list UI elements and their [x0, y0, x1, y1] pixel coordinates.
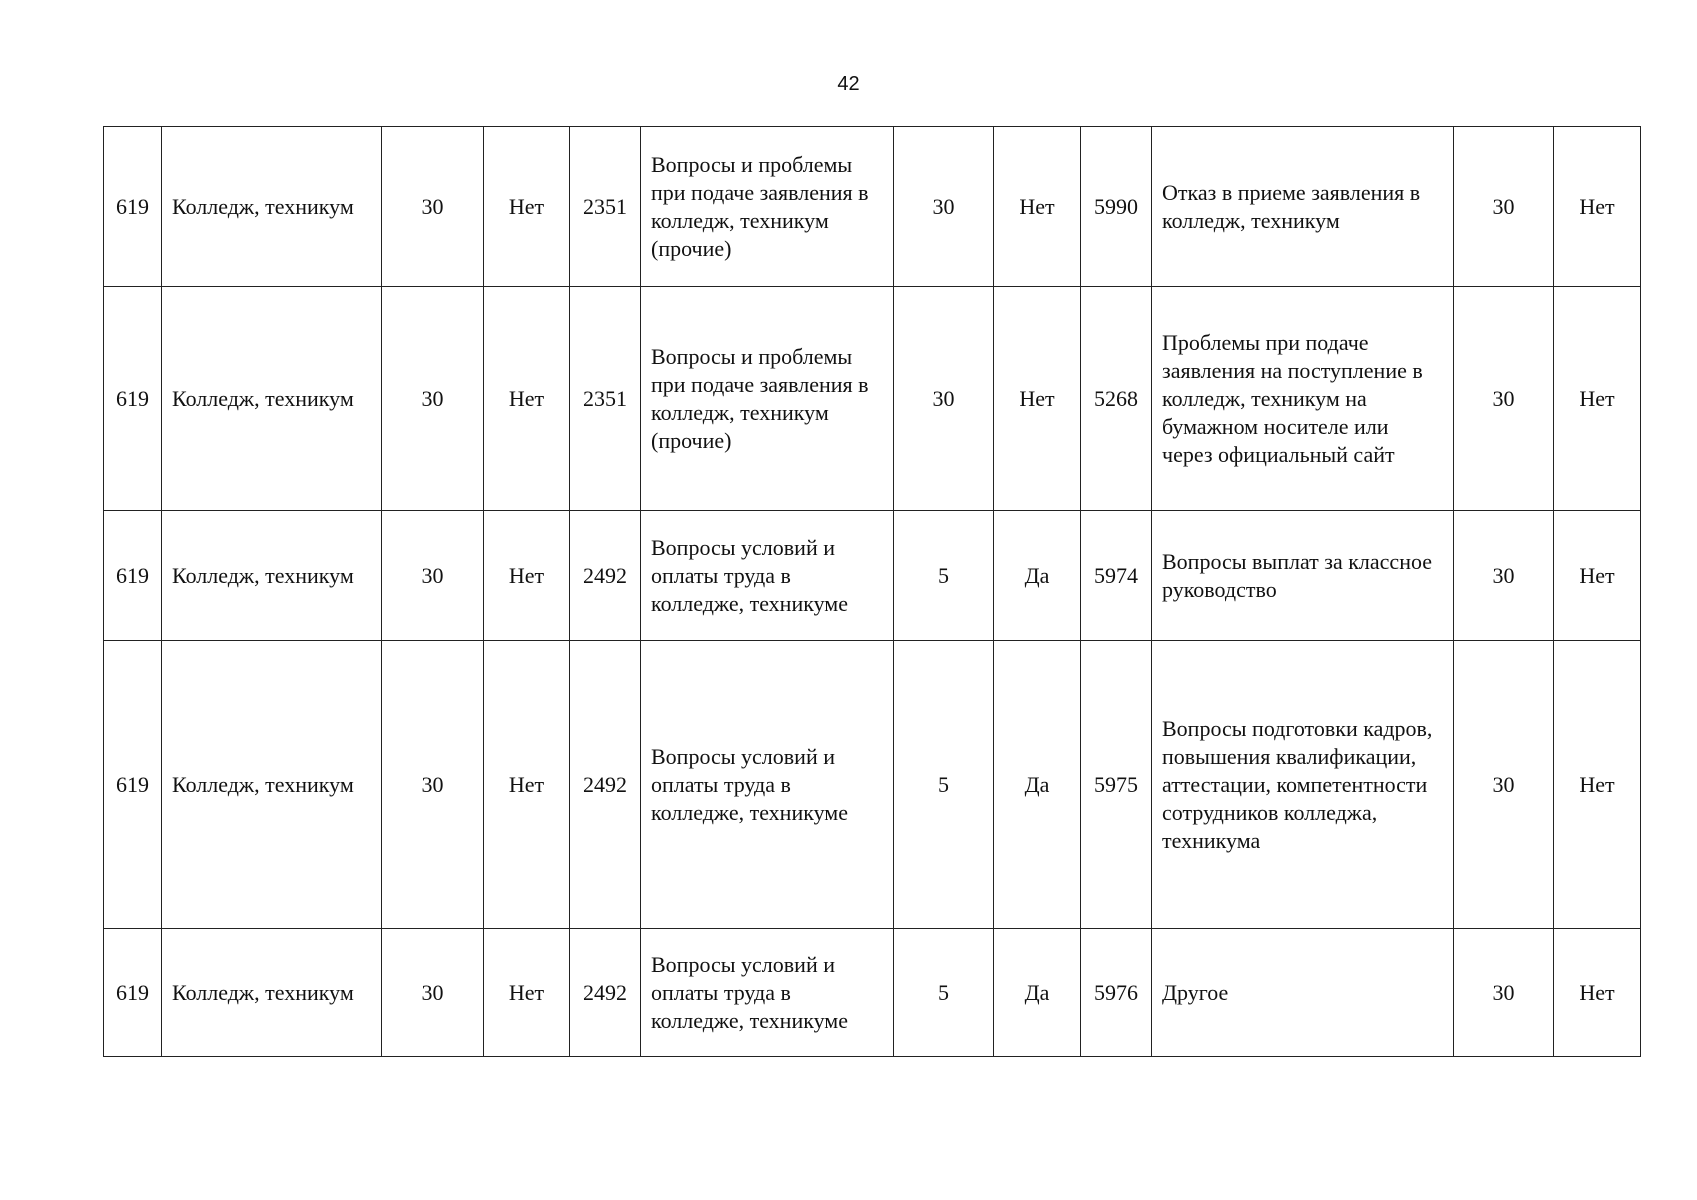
table-cell-org-flag: Нет [484, 641, 570, 929]
table-cell-subtopic-name: Другое [1152, 929, 1454, 1057]
classifier-table [103, 126, 1641, 1057]
table-cell-subtopic-term: 30 [1454, 511, 1554, 641]
table-cell-org-term: 30 [382, 127, 484, 287]
page-number: 42 [837, 73, 860, 95]
table-cell-topic-code: 2351 [570, 127, 641, 287]
table-cell-topic-name: Вопросы и проблемы при подаче заявления в колледж, техникум (прочие) [641, 287, 894, 511]
table-cell-subtopic-name: Проблемы при подаче заявления на поступление в колледж, техникум на бумажном носителе или через официальный сайт [1152, 287, 1454, 511]
table-cell-org-name: Колледж, техникум [162, 929, 382, 1057]
table-cell-topic-flag: Да [994, 929, 1081, 1057]
table-cell-topic-code: 2492 [570, 511, 641, 641]
table-cell-topic-term: 5 [894, 511, 994, 641]
table-cell-org-flag: Нет [484, 287, 570, 511]
table-cell-subtopic-code: 5268 [1081, 287, 1152, 511]
table-cell-topic-name: Вопросы условий и оплаты труда в колледже, техникуме [641, 929, 894, 1057]
table-cell-topic-code: 2351 [570, 287, 641, 511]
table-cell-topic-term: 5 [894, 641, 994, 929]
table-row [104, 287, 1641, 511]
table-cell-topic-flag: Нет [994, 127, 1081, 287]
table-cell-org-name: Колледж, техникум [162, 641, 382, 929]
table-cell-topic-term: 5 [894, 929, 994, 1057]
table-row [104, 641, 1641, 929]
table-cell-subtopic-flag: Нет [1554, 929, 1641, 1057]
table-cell-org-code: 619 [104, 287, 162, 511]
table-cell-org-name: Колледж, техникум [162, 127, 382, 287]
table-row [104, 929, 1641, 1057]
table-cell-subtopic-name: Вопросы выплат за классное руководство [1152, 511, 1454, 641]
table-cell-org-term: 30 [382, 511, 484, 641]
table-cell-topic-term: 30 [894, 287, 994, 511]
table-cell-org-flag: Нет [484, 929, 570, 1057]
table-cell-org-term: 30 [382, 641, 484, 929]
table-cell-topic-term: 30 [894, 127, 994, 287]
table-cell-subtopic-name: Вопросы подготовки кадров, повышения квалификации, аттестации, компетентности сотрудников колледжа, техникума [1152, 641, 1454, 929]
table-cell-subtopic-term: 30 [1454, 641, 1554, 929]
table-cell-org-term: 30 [382, 287, 484, 511]
table-row [104, 511, 1641, 641]
table-cell-subtopic-code: 5975 [1081, 641, 1152, 929]
table-cell-org-flag: Нет [484, 511, 570, 641]
table-cell-topic-flag: Да [994, 511, 1081, 641]
table-cell-org-code: 619 [104, 929, 162, 1057]
table-cell-subtopic-name: Отказ в приеме заявления в колледж, техникум [1152, 127, 1454, 287]
table-cell-topic-name: Вопросы условий и оплаты труда в колледже, техникуме [641, 641, 894, 929]
table-cell-subtopic-flag: Нет [1554, 127, 1641, 287]
table-cell-subtopic-code: 5990 [1081, 127, 1152, 287]
table-cell-topic-code: 2492 [570, 929, 641, 1057]
table-cell-subtopic-flag: Нет [1554, 641, 1641, 929]
table-cell-org-flag: Нет [484, 127, 570, 287]
table-cell-subtopic-flag: Нет [1554, 287, 1641, 511]
table-cell-org-code: 619 [104, 641, 162, 929]
table-cell-topic-name: Вопросы условий и оплаты труда в колледже, техникуме [641, 511, 894, 641]
table-cell-topic-name: Вопросы и проблемы при подаче заявления в колледж, техникум (прочие) [641, 127, 894, 287]
table-cell-org-term: 30 [382, 929, 484, 1057]
table-cell-subtopic-term: 30 [1454, 287, 1554, 511]
table-cell-org-name: Колледж, техникум [162, 287, 382, 511]
table-cell-subtopic-code: 5976 [1081, 929, 1152, 1057]
table-cell-topic-code: 2492 [570, 641, 641, 929]
table-cell-subtopic-term: 30 [1454, 127, 1554, 287]
table-cell-topic-flag: Нет [994, 287, 1081, 511]
table-cell-org-name: Колледж, техникум [162, 511, 382, 641]
table-cell-topic-flag: Да [994, 641, 1081, 929]
table-cell-org-code: 619 [104, 511, 162, 641]
table-row [104, 127, 1641, 287]
table-cell-org-code: 619 [104, 127, 162, 287]
table-cell-subtopic-code: 5974 [1081, 511, 1152, 641]
table-cell-subtopic-flag: Нет [1554, 511, 1641, 641]
table-cell-subtopic-term: 30 [1454, 929, 1554, 1057]
